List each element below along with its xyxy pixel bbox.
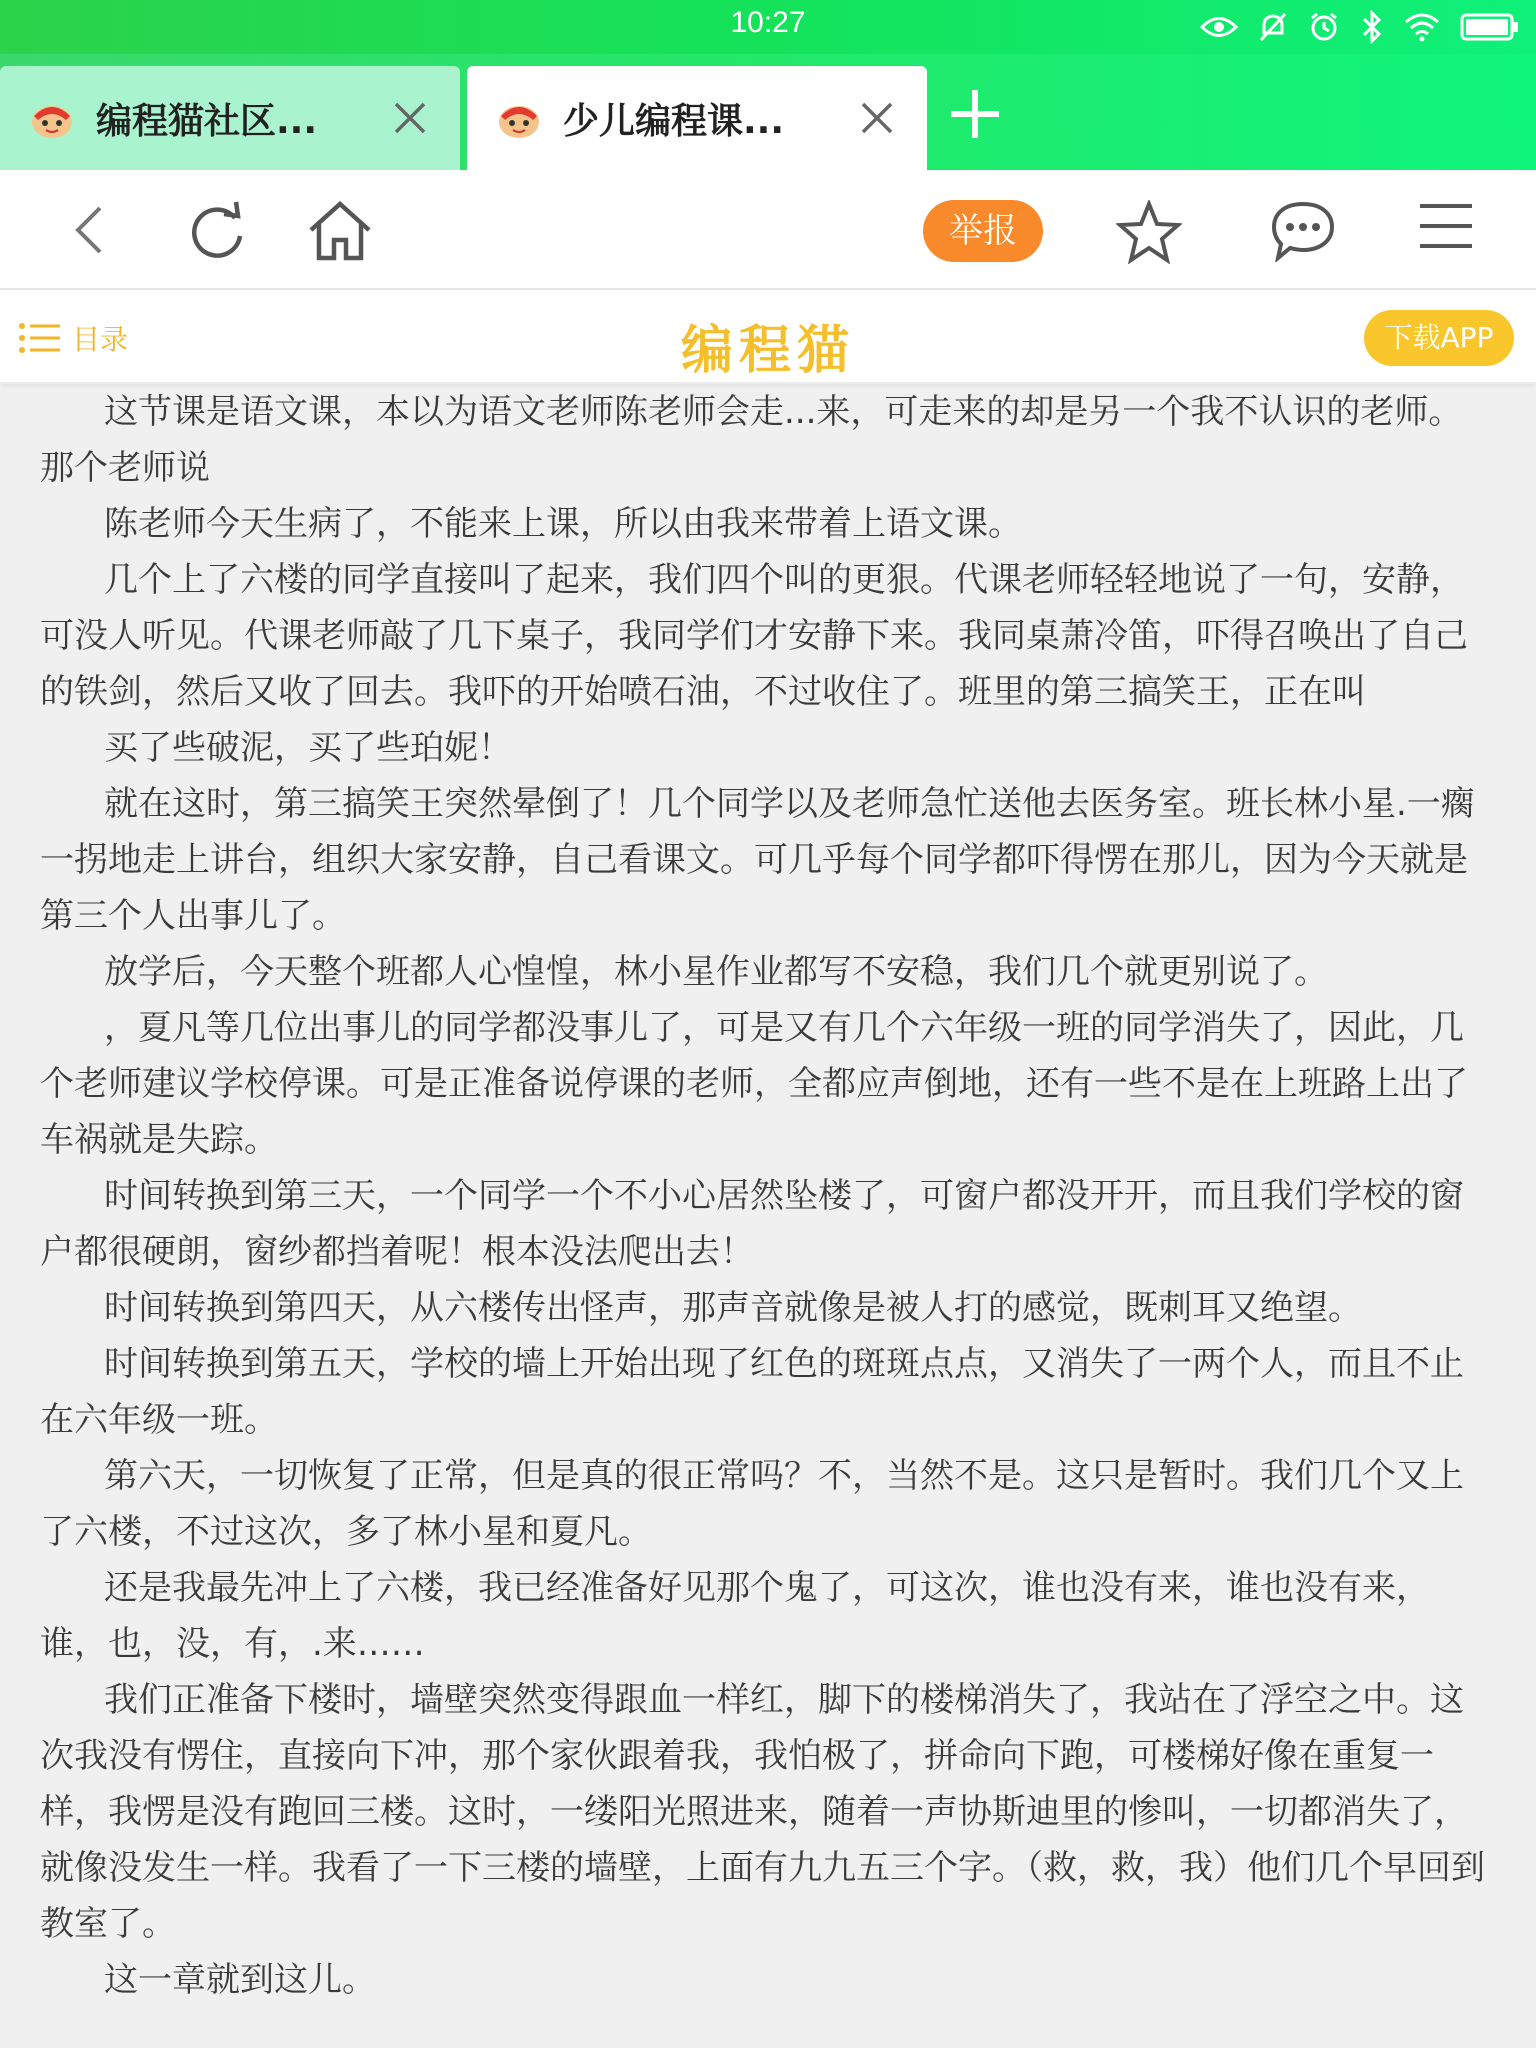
wifi-icon [1404, 12, 1440, 42]
article-body [40, 384, 1496, 2008]
article-paragraph: 放学后，今天整个班都人心惶惶，林小星作业都写不安稳，我们几个就更别说了。 [104, 952, 1328, 992]
back-icon[interactable] [68, 200, 108, 260]
home-icon[interactable] [307, 200, 373, 262]
site-logo: 编程猫 [680, 321, 855, 381]
article-paragraph: 我们正准备下楼时，墙壁突然变得跟血一样红，脚下的楼梯消失了，我站在了浮空之中。这次我没有愣住，直接向下冲，那个家伙跟着我，我怕极了，拼命向下跑，可楼梯好像在重复一样，我愣是没有跑回三楼。这时，一缕阳光照进来，随着一声协斯迪里的惨叫，一切都消失了，就像没发生一样。我看了一下三楼的墙壁，上面有九九五三个字。（救，救，我）他们几个早回到教室了。 [40, 1680, 1485, 1944]
toc-label: 目录 [72, 323, 129, 356]
tab-bar [0, 54, 1536, 170]
alarm-icon [1308, 11, 1340, 43]
codemao-logo-icon [495, 94, 543, 142]
mute-icon [1258, 11, 1288, 43]
close-icon[interactable] [857, 98, 897, 138]
article-paragraph: 几个上了六楼的同学直接叫了起来，我们四个叫的更狠。代课老师轻轻地说了一句，安静，可没人听见。代课老师敲了几下桌子，我同学们才安静下来。我同桌萧冷笛，吓得召唤出了自己的铁剑，然后又收了回去。我吓的开始喷石油，不过收住了。班里的第三搞笑王，正在叫 [40, 560, 1468, 712]
bluetooth-icon [1360, 10, 1384, 44]
article-paragraph: ，夏凡等几位出事儿的同学都没事儿了，可是又有几个六年级一班的同学消失了，因此，几个老师建议学校停课。可是正准备说停课的老师，全都应声倒地，还有一些不是在上班路上出了车祸就是失踪。 [40, 1008, 1468, 1160]
menu-icon[interactable] [1418, 200, 1474, 252]
codemao-logo-icon [28, 94, 76, 142]
star-icon[interactable] [1116, 200, 1182, 264]
status-icons [1200, 10, 1520, 44]
tab-course[interactable] [467, 66, 927, 170]
article-paragraph: 陈老师今天生病了，不能来上课，所以由我来带着上语文课。 [104, 504, 1022, 544]
article-paragraph: 时间转换到第四天，从六楼传出怪声，那声音就像是被人打的感觉，既刺耳又绝望。 [104, 1288, 1362, 1328]
report-button[interactable]: 举报 [923, 200, 1043, 262]
article-paragraph: 还是我最先冲上了六楼，我已经准备好见那个鬼了，可这次，谁也没有来，谁也没有来，谁，也，没，有，.来…… [40, 1568, 1430, 1664]
article-paragraph: 第六天，一切恢复了正常，但是真的很正常吗？不，当然不是。这只是暂时。我们几个又上了六楼，不过这次，多了林小星和夏凡。 [40, 1456, 1464, 1552]
status-bar [0, 0, 1536, 54]
article-paragraph: 时间转换到第五天，学校的墙上开始出现了红色的斑斑点点，又消失了一两个人，而且不止在六年级一班。 [40, 1344, 1464, 1440]
article-paragraph: 买了些破泥，买了些珀妮！ [104, 728, 512, 768]
tab-title: 少儿编程课... [563, 100, 785, 142]
article-paragraph: 这一章就到这儿。 [104, 1960, 376, 2000]
eye-icon [1200, 14, 1238, 40]
article-paragraph: 时间转换到第三天，一个同学一个不小心居然坠楼了，可窗户都没开开，而且我们学校的窗户都很硬朗，窗纱都挡着呢！根本没法爬出去！ [40, 1176, 1464, 1272]
tab-title: 编程猫社区... [96, 100, 318, 142]
status-time: 10:27 [730, 6, 806, 39]
browser-toolbar [0, 170, 1536, 290]
refresh-icon[interactable] [188, 200, 246, 262]
battery-icon [1460, 12, 1520, 42]
site-header [0, 290, 1536, 384]
download-app-button[interactable]: 下载APP [1364, 310, 1514, 366]
add-tab-icon[interactable] [945, 84, 1005, 144]
tab-community[interactable] [0, 66, 460, 170]
article-paragraph: 这节课是语文课，本以为语文老师陈老师会走...来，可走来的却是另一个我不认识的老师。那个老师说 [40, 392, 1463, 488]
comment-icon[interactable] [1270, 200, 1336, 262]
article-paragraph: 就在这时，第三搞笑王突然晕倒了！几个同学以及老师急忙送他去医务室。班长林小星.一瘸一拐地走上讲台，组织大家安静，自己看课文。可几乎每个同学都吓得愣在那儿，因为今天就是第三个人出事儿了。 [40, 784, 1475, 936]
close-icon[interactable] [390, 98, 430, 138]
